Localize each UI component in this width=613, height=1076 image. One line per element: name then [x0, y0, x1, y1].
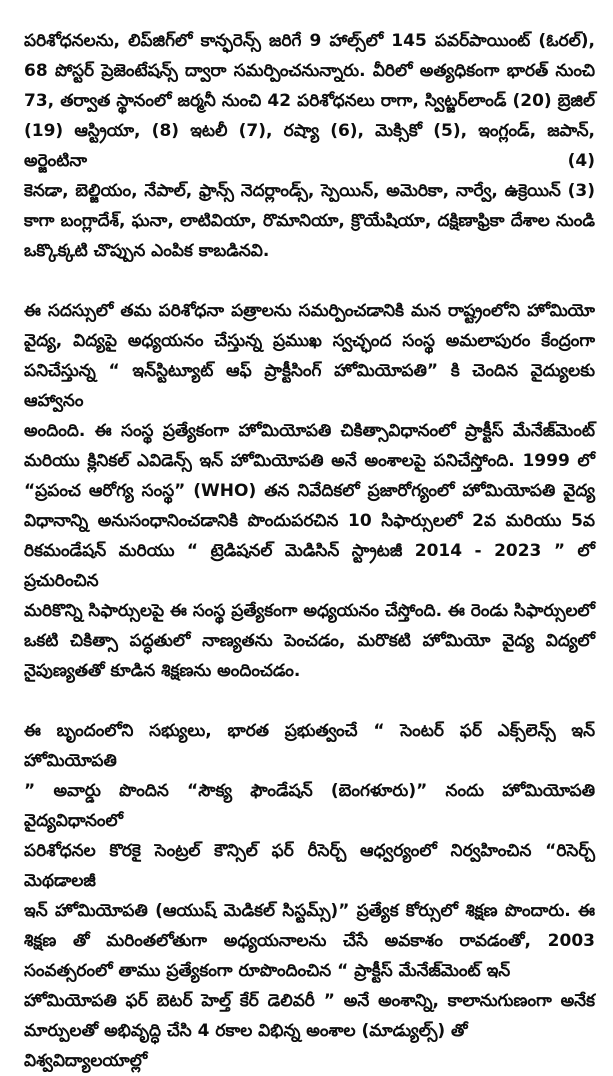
text-line: మరియు క్లినికల్ ఎవిడెన్స్ ఇన్ హోమియోపతి అనే అంశాలపై పనిచేస్తోంది. 1999 లో: [24, 451, 595, 471]
text-line: పరిశోధనల కొరకై సెంట్రల్ కౌన్సిల్ ఫర్ రీసెర్చ్ ఆధ్వర్యంలో నిర్వహించిన “రిసెర్చ్ మెథడాలజీ: [24, 841, 595, 891]
text-line: కాగా బంగ్లాదేశ్, ఘనా, లాటివియా, రొమానియా, క్రొయేషియా, దక్షిణాఫ్రికా దేశాల నుండి: [24, 211, 595, 231]
text-line: 68 పోస్టర్ ప్రెజెంటేషన్స్ ద్వారా సమర్పించనున్నారు. వీరిలో అత్యధికంగా భారత్ నుంచి: [24, 61, 595, 81]
text-line: ఈ బృందంలోని సభ్యులు, భారత ప్రభుత్వంచే “ సెంటర్ ఫర్ ఎక్స్‌లెన్స్ ఇన్ హోమియోపతి: [24, 721, 595, 771]
text-line: ఒక్కొక్కటి చొప్పున ఎంపిక కాబడినవి.: [24, 241, 270, 261]
text-line: “ప్రపంచ ఆరోగ్య సంస్థ” (WHO) తన నివేదికలో ప్రజారోగ్యంలో హోమియోపతి వైద్య: [24, 481, 595, 501]
text-line: శిక్షణ తో మరింతలోతుగా అధ్యయనాలను చేసే అవకాశం రావడంతో, 2003: [24, 931, 595, 951]
paragraph-1: [24, 26, 595, 266]
text-line: మరికొన్ని సిఫార్సులపై ఈ సంస్థ ప్రత్యేకంగా అధ్యయనం చేస్తోంది. ఈ రెండు సిఫార్సులలో: [24, 601, 596, 621]
text-line: ” అవార్డు పొందిన “సౌక్య ఫౌండేషన్ (బెంగళూరు)” నందు హోమియోపతి వైద్యవిధానంలో: [24, 781, 595, 831]
text-line: 73, తర్వాత స్థానంలో జర్మనీ నుంచి 42 పరిశోధనలు రాగా, స్విట్జర్‌లాండ్ (20) బ్రెజిల్: [24, 91, 595, 111]
paragraph-3: [24, 716, 595, 1076]
text-line: పనిచేస్తున్న “ ఇన్‌స్టిట్యూట్ ఆఫ్ ప్రాక్టీసింగ్ హోమియోపతి” కి చెందిన వైద్యులకు ఆహ్వానం: [24, 361, 595, 411]
text-line: పరిశోధనలను, లిప్‌జిగ్‌లో కాన్ఫరెన్స్ జరిగే 9 హాల్స్‌లో 145 పవర్‌పాయింట్ (ఓరల్),: [24, 31, 595, 51]
text-line: మార్పులతో అభివృద్ధి చేసి 4 రకాల విభిన్న అంశాల (మాడ్యుల్స్) తో విశ్వవిద్యాలయాల్లో: [24, 1021, 468, 1071]
text-line: సంవత్సరంలో తాము ప్రత్యేకంగా రూపొందించిన “ ప్రాక్టీస్ మేనేజ్‌మెంట్ ఇన్: [24, 961, 511, 981]
text-line: ఈ సదస్సులో తమ పరిశోధనా పత్రాలను సమర్పించడానికి మన రాష్ట్రంలోని హోమియో: [24, 301, 595, 321]
text-line: నైపుణ్యతతో కూడిన శిక్షణను అందించడం.: [24, 661, 301, 681]
text-line: రికమండేషన్ మరియు “ ట్రెడిషనల్ మెడిసిన్ స్ట్రాటజీ 2014 - 2023 ” లో ప్రచురించిన: [24, 541, 595, 591]
text-line: కెనడా, బెల్జియం, నేపాల్, ఫ్రాన్స్ నెదర్లాండ్స్, స్పెయిన్, అమెరికా, నార్వే, ఉక్రెయిన్ (3): [24, 181, 595, 201]
text-line: అందింది. ఈ సంస్థ ప్రత్యేకంగా హోమియోపతి చికిత్సావిధానంలో ప్రాక్టీస్ మేనేజ్‌మెంట్: [24, 421, 595, 441]
text-line: (19) ఆస్ట్రియా, (8) ఇటలీ (7), రష్యా (6), మెక్సికో (5), ఇంగ్లండ్, జపాన్, అర్జెంటినా (4): [24, 121, 595, 171]
text-line: హోమియోపతి ఫర్ బెటర్ హెల్త్ కేర్ డెలివరీ ” అనే అంశాన్ని, కాలానుగుణంగా అనేక: [24, 991, 595, 1011]
text-line: విధానాన్ని అనుసంధానించడానికి పొందుపరచిన 10 సిఫార్సులలో 2వ మరియు 5వ: [24, 511, 595, 531]
text-line: వైద్య, విద్యపై అధ్యయనం చేస్తున్న ప్రముఖ స్వచ్ఛంద సంస్థ అమలాపురం కేంద్రంగా: [24, 331, 595, 351]
paragraph-2: [24, 296, 595, 686]
text-line: ఇన్ హోమియోపతి (ఆయుష్ మెడికల్ సిస్టమ్స్)” ప్రత్యేక కోర్సులో శిక్షణ పొందారు. ఈ: [24, 901, 595, 921]
text-line: ఒకటి చికిత్సా పద్ధతులో నాణ్యతను పెంచడం, మరొకటి హోమియో వైద్య విద్యలో: [24, 631, 595, 651]
